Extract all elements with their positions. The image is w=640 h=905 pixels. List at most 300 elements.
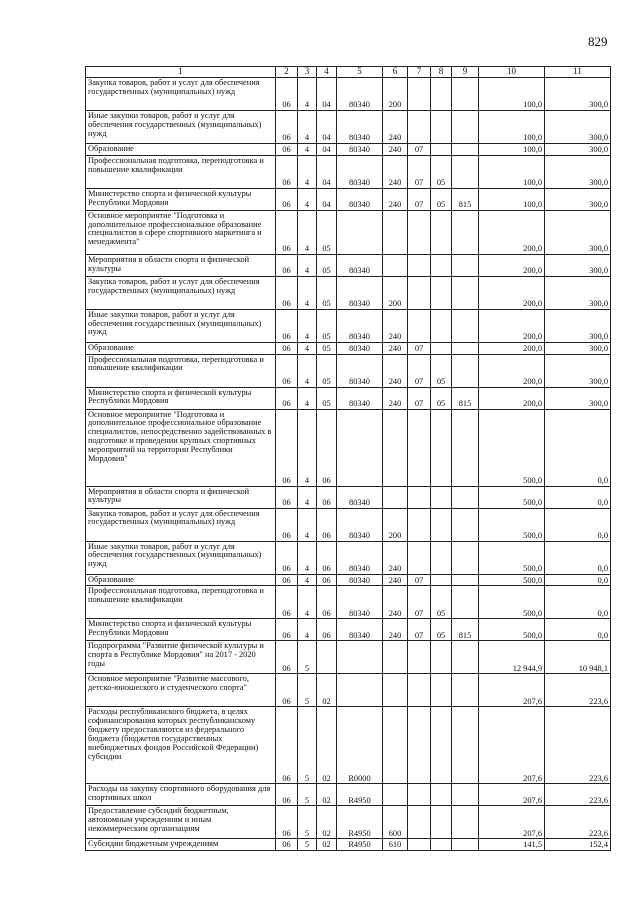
cell-name: Образование: [86, 144, 276, 156]
cell-section-code: 07: [408, 586, 431, 619]
cell-expense-type: [383, 784, 408, 806]
cell-expense-type: 240: [383, 188, 408, 210]
cell-ministry-code: 815: [452, 188, 479, 210]
cell-amount-2: 300,0: [545, 144, 611, 156]
cell-subprogram: 4: [298, 586, 317, 619]
cell-amount-2: 0,0: [545, 619, 611, 641]
table-row: [86, 354, 611, 387]
table-row: [86, 210, 611, 254]
cell-amount-1: 207,6: [479, 806, 545, 839]
cell-section: 06: [276, 641, 298, 674]
cell-section: 06: [276, 806, 298, 839]
cell-ministry-code: [452, 508, 479, 541]
cell-direction: 80340: [337, 354, 383, 387]
cell-subsection-code: [431, 806, 452, 839]
cell-amount-1: 200,0: [479, 309, 545, 342]
column-header: 4: [317, 67, 337, 78]
cell-section: 06: [276, 486, 298, 508]
cell-activity: 05: [317, 354, 337, 387]
cell-amount-2: 300,0: [545, 254, 611, 276]
table-row: [86, 309, 611, 342]
cell-amount-1: 207,6: [479, 674, 545, 707]
cell-subsection-code: 05: [431, 354, 452, 387]
cell-subprogram: 4: [298, 210, 317, 254]
cell-section: 06: [276, 144, 298, 156]
cell-section: 06: [276, 541, 298, 574]
column-header: 2: [276, 67, 298, 78]
cell-expense-type: 240: [383, 144, 408, 156]
cell-subprogram: 4: [298, 486, 317, 508]
cell-section-code: [408, 806, 431, 839]
cell-amount-1: 207,6: [479, 707, 545, 784]
cell-amount-1: 500,0: [479, 574, 545, 586]
cell-subsection-code: [431, 342, 452, 354]
cell-subprogram: 5: [298, 806, 317, 839]
cell-ministry-code: 815: [452, 387, 479, 409]
cell-section: 06: [276, 354, 298, 387]
cell-ministry-code: [452, 78, 479, 111]
table-row: [86, 188, 611, 210]
cell-subprogram: 4: [298, 354, 317, 387]
cell-section-code: 07: [408, 144, 431, 156]
cell-direction: 80340: [337, 574, 383, 586]
cell-subsection-code: [431, 254, 452, 276]
cell-subprogram: 5: [298, 839, 317, 851]
cell-amount-1: 500,0: [479, 409, 545, 486]
cell-expense-type: 240: [383, 111, 408, 144]
cell-section-code: 07: [408, 619, 431, 641]
cell-amount-1: 500,0: [479, 619, 545, 641]
table-row: [86, 342, 611, 354]
cell-ministry-code: [452, 354, 479, 387]
cell-expense-type: 240: [383, 354, 408, 387]
cell-section-code: [408, 784, 431, 806]
table-row: [86, 674, 611, 707]
cell-direction: 80340: [337, 309, 383, 342]
cell-direction: 80340: [337, 111, 383, 144]
cell-subsection-code: 05: [431, 586, 452, 619]
cell-ministry-code: [452, 707, 479, 784]
cell-subsection-code: [431, 144, 452, 156]
cell-amount-2: 0,0: [545, 541, 611, 574]
cell-activity: 02: [317, 839, 337, 851]
cell-expense-type: [383, 641, 408, 674]
cell-direction: 80340: [337, 342, 383, 354]
cell-expense-type: 240: [383, 309, 408, 342]
column-header: 11: [545, 67, 611, 78]
cell-name: Иные закупки товаров, работ и услуг для обеспечения государственных (муниципальных) нужд: [86, 541, 276, 574]
cell-section-code: 07: [408, 387, 431, 409]
table-row: [86, 111, 611, 144]
column-header: 3: [298, 67, 317, 78]
cell-expense-type: 240: [383, 586, 408, 619]
cell-subprogram: 4: [298, 309, 317, 342]
cell-amount-1: 200,0: [479, 210, 545, 254]
cell-amount-1: 500,0: [479, 486, 545, 508]
cell-activity: 06: [317, 619, 337, 641]
table-row: [86, 144, 611, 156]
cell-expense-type: 610: [383, 839, 408, 851]
cell-name: Закупка товаров, работ и услуг для обеспечения государственных (муниципальных) нужд: [86, 508, 276, 541]
cell-section-code: [408, 78, 431, 111]
cell-expense-type: 240: [383, 619, 408, 641]
cell-ministry-code: [452, 486, 479, 508]
cell-activity: 06: [317, 508, 337, 541]
cell-amount-1: 100,0: [479, 155, 545, 188]
cell-expense-type: 240: [383, 155, 408, 188]
cell-subprogram: 4: [298, 144, 317, 156]
cell-subprogram: 5: [298, 674, 317, 707]
budget-table: [85, 66, 611, 851]
cell-ministry-code: [452, 839, 479, 851]
cell-amount-2: 300,0: [545, 210, 611, 254]
cell-direction: 80340: [337, 144, 383, 156]
cell-section: 06: [276, 155, 298, 188]
cell-section-code: 07: [408, 155, 431, 188]
cell-ministry-code: [452, 276, 479, 309]
cell-name: Мероприятия в области спорта и физической культуры: [86, 254, 276, 276]
cell-activity: 04: [317, 78, 337, 111]
table-row: [86, 839, 611, 851]
cell-amount-2: 300,0: [545, 111, 611, 144]
table-row: [86, 486, 611, 508]
cell-subsection-code: [431, 839, 452, 851]
table-row: [86, 409, 611, 486]
cell-activity: 05: [317, 254, 337, 276]
cell-name: Профессиональная подготовка, переподготовка и повышение квалификации: [86, 354, 276, 387]
cell-name: Иные закупки товаров, работ и услуг для обеспечения государственных (муниципальных) нужд: [86, 309, 276, 342]
cell-direction: R4950: [337, 839, 383, 851]
cell-direction: 80340: [337, 387, 383, 409]
cell-ministry-code: [452, 806, 479, 839]
cell-subsection-code: [431, 111, 452, 144]
table-row: [86, 806, 611, 839]
cell-name: Предоставление субсидий бюджетным, автономным учреждениям и иным некоммерческим организациям: [86, 806, 276, 839]
page-number: 829: [588, 34, 608, 49]
cell-amount-2: 300,0: [545, 309, 611, 342]
cell-name: Основное мероприятие "Развитие массового, детско-юношеского и студенческого спорта": [86, 674, 276, 707]
cell-subprogram: 4: [298, 188, 317, 210]
cell-subprogram: 4: [298, 342, 317, 354]
cell-section-code: 07: [408, 354, 431, 387]
table-row: [86, 619, 611, 641]
cell-subprogram: 4: [298, 409, 317, 486]
cell-direction: 80340: [337, 486, 383, 508]
cell-amount-1: 141,5: [479, 839, 545, 851]
cell-amount-1: 12 944,9: [479, 641, 545, 674]
cell-subprogram: 4: [298, 619, 317, 641]
cell-activity: [317, 641, 337, 674]
cell-expense-type: 240: [383, 342, 408, 354]
table-row: [86, 574, 611, 586]
cell-amount-1: 100,0: [479, 111, 545, 144]
cell-direction: 80340: [337, 619, 383, 641]
cell-subsection-code: [431, 210, 452, 254]
cell-direction: 80340: [337, 78, 383, 111]
cell-subprogram: 4: [298, 508, 317, 541]
cell-ministry-code: [452, 784, 479, 806]
table-row: [86, 707, 611, 784]
cell-amount-1: 100,0: [479, 78, 545, 111]
cell-section: 06: [276, 707, 298, 784]
cell-ministry-code: [452, 586, 479, 619]
cell-direction: [337, 409, 383, 486]
cell-direction: 80340: [337, 254, 383, 276]
cell-subprogram: 4: [298, 78, 317, 111]
cell-activity: 02: [317, 784, 337, 806]
cell-amount-2: 0,0: [545, 508, 611, 541]
cell-ministry-code: [452, 309, 479, 342]
cell-amount-2: 0,0: [545, 574, 611, 586]
cell-amount-1: 500,0: [479, 541, 545, 574]
cell-subprogram: 4: [298, 387, 317, 409]
cell-amount-2: 0,0: [545, 586, 611, 619]
cell-direction: [337, 674, 383, 707]
cell-direction: 80340: [337, 586, 383, 619]
cell-section-code: [408, 707, 431, 784]
cell-ministry-code: [452, 144, 479, 156]
cell-expense-type: [383, 409, 408, 486]
cell-subsection-code: [431, 276, 452, 309]
cell-section: 06: [276, 188, 298, 210]
cell-subsection-code: [431, 78, 452, 111]
cell-section-code: [408, 409, 431, 486]
cell-subsection-code: 05: [431, 155, 452, 188]
table-row: [86, 254, 611, 276]
cell-direction: [337, 210, 383, 254]
cell-name: Иные закупки товаров, работ и услуг для обеспечения государственных (муниципальных) нужд: [86, 111, 276, 144]
cell-subsection-code: [431, 508, 452, 541]
cell-section-code: [408, 641, 431, 674]
cell-name: Профессиональная подготовка, переподготовка и повышение квалификации: [86, 586, 276, 619]
cell-section-code: 07: [408, 342, 431, 354]
cell-ministry-code: 815: [452, 619, 479, 641]
table-row: [86, 541, 611, 574]
cell-name: Основное мероприятие "Подготовка и дополнительное профессиональное образование специалистов в сфере спортивного маркетинга и менеджмента": [86, 210, 276, 254]
cell-direction: R4950: [337, 784, 383, 806]
cell-section-code: [408, 309, 431, 342]
cell-amount-2: 0,0: [545, 486, 611, 508]
cell-ministry-code: [452, 111, 479, 144]
cell-direction: 80340: [337, 155, 383, 188]
cell-section: 06: [276, 674, 298, 707]
cell-direction: 80340: [337, 188, 383, 210]
cell-subsection-code: [431, 574, 452, 586]
cell-name: Министерство спорта и физической культуры Республики Мордовия: [86, 619, 276, 641]
cell-activity: 05: [317, 276, 337, 309]
cell-amount-2: 152,4: [545, 839, 611, 851]
cell-amount-2: 300,0: [545, 276, 611, 309]
cell-section: 06: [276, 784, 298, 806]
cell-section: 06: [276, 409, 298, 486]
cell-name: Основное мероприятие "Подготовка и дополнительное профессиональное образование специалистов, непосредственно задействованных в подготовке и проведении крупных спортивных мероприятий на территории Республики Мордовия": [86, 409, 276, 486]
cell-section: 06: [276, 619, 298, 641]
cell-subsection-code: [431, 541, 452, 574]
cell-expense-type: [383, 707, 408, 784]
column-header: 1: [86, 67, 276, 78]
cell-amount-2: 0,0: [545, 409, 611, 486]
cell-section-code: [408, 111, 431, 144]
cell-activity: 02: [317, 707, 337, 784]
cell-amount-2: 223,6: [545, 784, 611, 806]
cell-activity: 06: [317, 409, 337, 486]
cell-subsection-code: [431, 309, 452, 342]
cell-subsection-code: 05: [431, 188, 452, 210]
cell-section: 06: [276, 309, 298, 342]
cell-expense-type: 240: [383, 541, 408, 574]
cell-section: 06: [276, 574, 298, 586]
cell-ministry-code: [452, 541, 479, 574]
cell-ministry-code: [452, 674, 479, 707]
cell-activity: 02: [317, 674, 337, 707]
cell-name: Расходы на закупку спортивного оборудования для спортивных школ: [86, 784, 276, 806]
cell-amount-1: 100,0: [479, 144, 545, 156]
cell-activity: 05: [317, 309, 337, 342]
column-header: 8: [431, 67, 452, 78]
cell-subprogram: 5: [298, 641, 317, 674]
cell-name: Закупка товаров, работ и услуг для обеспечения государственных (муниципальных) нужд: [86, 276, 276, 309]
cell-activity: 04: [317, 155, 337, 188]
cell-name: Расходы республиканского бюджета, в целях софинансирования которых республиканскому бюджету предоставляются из федерального бюджета (бюджетов государственных внебюджетных фондов Российской Федерации) субсидии: [86, 707, 276, 784]
cell-amount-2: 10 948,1: [545, 641, 611, 674]
cell-direction: R0000: [337, 707, 383, 784]
cell-subsection-code: 05: [431, 619, 452, 641]
cell-amount-2: 300,0: [545, 354, 611, 387]
cell-subprogram: 5: [298, 707, 317, 784]
cell-activity: 04: [317, 188, 337, 210]
cell-direction: 80340: [337, 508, 383, 541]
cell-amount-2: 300,0: [545, 78, 611, 111]
cell-subsection-code: [431, 707, 452, 784]
cell-amount-1: 207,6: [479, 784, 545, 806]
cell-amount-2: 223,6: [545, 707, 611, 784]
cell-amount-2: 300,0: [545, 342, 611, 354]
cell-section-code: [408, 839, 431, 851]
cell-expense-type: 200: [383, 276, 408, 309]
cell-section-code: [408, 254, 431, 276]
cell-ministry-code: [452, 155, 479, 188]
column-header: 6: [383, 67, 408, 78]
cell-activity: 06: [317, 486, 337, 508]
column-header: 7: [408, 67, 431, 78]
table-header-row: [86, 67, 611, 78]
cell-expense-type: [383, 674, 408, 707]
cell-subsection-code: 05: [431, 387, 452, 409]
cell-ministry-code: [452, 342, 479, 354]
cell-section: 06: [276, 586, 298, 619]
table-row: [86, 586, 611, 619]
cell-expense-type: 200: [383, 508, 408, 541]
cell-activity: 04: [317, 144, 337, 156]
cell-expense-type: 240: [383, 574, 408, 586]
table-row: [86, 155, 611, 188]
cell-amount-1: 200,0: [479, 254, 545, 276]
cell-section-code: [408, 541, 431, 574]
cell-direction: [337, 641, 383, 674]
table-row: [86, 276, 611, 309]
table-row: [86, 784, 611, 806]
cell-name: Мероприятия в области спорта и физической культуры: [86, 486, 276, 508]
cell-name: Министерство спорта и физической культуры Республики Мордовия: [86, 387, 276, 409]
cell-name: Профессиональная подготовка, переподготовка и повышение квалификации: [86, 155, 276, 188]
cell-section: 06: [276, 210, 298, 254]
cell-name: Образование: [86, 342, 276, 354]
cell-amount-1: 200,0: [479, 342, 545, 354]
cell-amount-1: 100,0: [479, 188, 545, 210]
cell-subprogram: 4: [298, 155, 317, 188]
cell-subprogram: 4: [298, 541, 317, 574]
table-row: [86, 387, 611, 409]
cell-section: 06: [276, 508, 298, 541]
cell-direction: 80340: [337, 541, 383, 574]
cell-activity: 04: [317, 111, 337, 144]
cell-section: 06: [276, 254, 298, 276]
cell-name: Образование: [86, 574, 276, 586]
cell-expense-type: [383, 254, 408, 276]
cell-subprogram: 4: [298, 111, 317, 144]
cell-name: Подпрограмма "Развитие физической культуры и спорта в Республике Мордовия" на 2017 - 2020 годы: [86, 641, 276, 674]
cell-ministry-code: [452, 641, 479, 674]
cell-expense-type: 600: [383, 806, 408, 839]
cell-amount-2: 300,0: [545, 387, 611, 409]
table-row: [86, 78, 611, 111]
cell-activity: 05: [317, 210, 337, 254]
cell-section-code: [408, 674, 431, 707]
cell-section: 06: [276, 276, 298, 309]
cell-name: Министерство спорта и физической культуры Республики Мордовия: [86, 188, 276, 210]
cell-subsection-code: [431, 674, 452, 707]
cell-activity: 06: [317, 586, 337, 619]
column-header: 5: [337, 67, 383, 78]
cell-subprogram: 4: [298, 574, 317, 586]
cell-ministry-code: [452, 210, 479, 254]
cell-amount-1: 500,0: [479, 586, 545, 619]
cell-ministry-code: [452, 409, 479, 486]
cell-ministry-code: [452, 254, 479, 276]
cell-amount-2: 300,0: [545, 155, 611, 188]
cell-section: 06: [276, 839, 298, 851]
cell-section-code: [408, 276, 431, 309]
cell-subsection-code: [431, 486, 452, 508]
cell-expense-type: 200: [383, 78, 408, 111]
cell-amount-1: 200,0: [479, 276, 545, 309]
cell-amount-1: 500,0: [479, 508, 545, 541]
cell-section: 06: [276, 342, 298, 354]
cell-subprogram: 5: [298, 784, 317, 806]
cell-subsection-code: [431, 641, 452, 674]
cell-amount-2: 223,6: [545, 674, 611, 707]
cell-name: Субсидии бюджетным учреждениям: [86, 839, 276, 851]
cell-amount-1: 200,0: [479, 387, 545, 409]
column-header: 9: [452, 67, 479, 78]
cell-activity: 05: [317, 387, 337, 409]
cell-amount-2: 223,6: [545, 806, 611, 839]
cell-section: 06: [276, 111, 298, 144]
cell-activity: 02: [317, 806, 337, 839]
cell-name: Закупка товаров, работ и услуг для обеспечения государственных (муниципальных) нужд: [86, 78, 276, 111]
cell-section-code: 07: [408, 188, 431, 210]
cell-expense-type: [383, 210, 408, 254]
cell-activity: 06: [317, 574, 337, 586]
cell-ministry-code: [452, 574, 479, 586]
cell-amount-2: 300,0: [545, 188, 611, 210]
cell-expense-type: [383, 486, 408, 508]
cell-activity: 05: [317, 342, 337, 354]
cell-subsection-code: [431, 784, 452, 806]
cell-expense-type: 240: [383, 387, 408, 409]
cell-amount-1: 200,0: [479, 354, 545, 387]
table-row: [86, 508, 611, 541]
